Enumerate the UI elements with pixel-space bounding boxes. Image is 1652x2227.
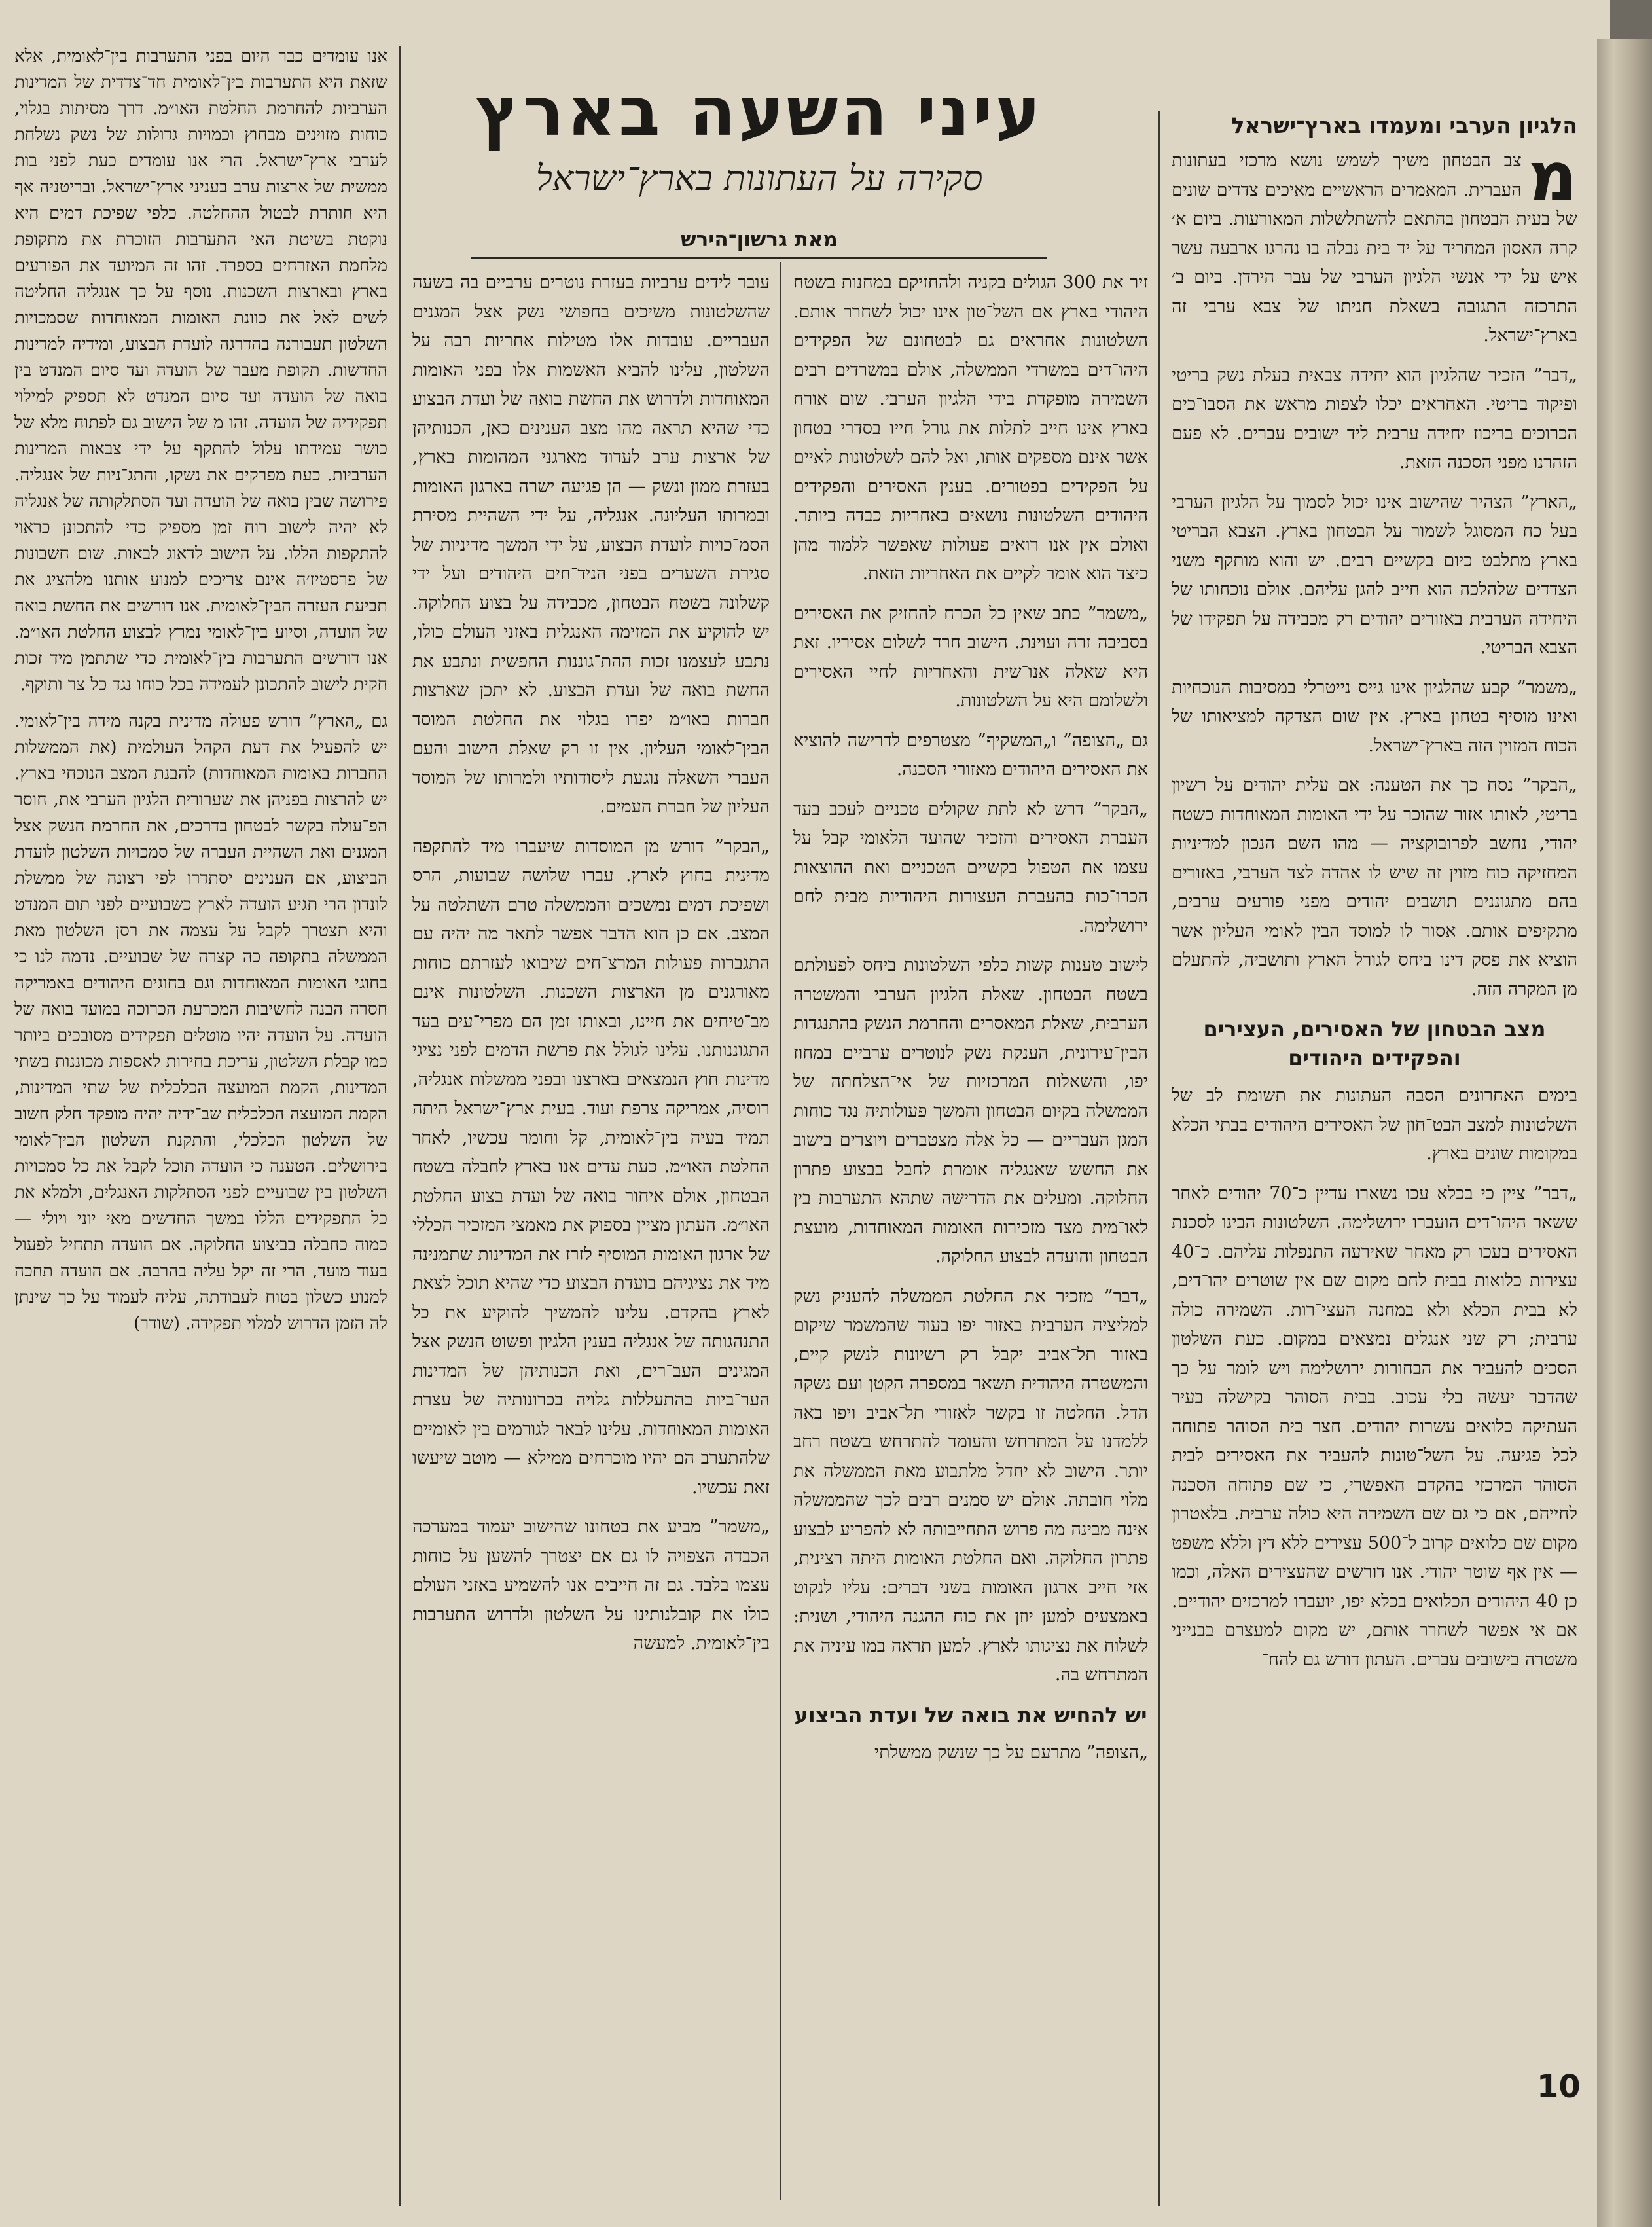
section-heading-legion: הלגיון הערבי ומעמדו בארץ־ישראל <box>1231 113 1577 138</box>
paragraph: „דבר” הזכיר שהלגיון הוא יחידה צבאית בעלת נשק בריטי ופיקוד בריטי. האחראים יכלו לצפות מראש את הסבו־כים הכרוכים בריכוז יחידה ערבית ליד ישובים עברים. לא פעם הזהרנו מפני הסכנה הזאת. <box>1172 365 1577 473</box>
paragraph: „הבקר” נסח כך את הטענה: אם עלית יהודים על רשיון בריטי, לאותו אזור שהוכר על ידי האומות המאוחדות כשטח יהודי, נחשב לפרובוקציה — מהו השם הנכון למדיניות המחזיקה כוח מזוין זה שיש לו אהדה לצד הערבי, באזורים בהם מתגוננים תושבים יהודים מפני פורעים ערבים, מתקיפים אותם. אסור לו למוסד הבין לאומי העליון אשר הוציא את פסק דינו ביחס לגורל הארץ ותושביה, להתעלם מן המקרה הזה. <box>1172 775 1577 1000</box>
paragraph: גם „הארץ” דורש פעולה מדינית בקנה מידה בין־לאומי. יש להפעיל את דעת הקהל העולמית (את הממשלות החברות באומות המאוחדות) להבנת המצב הנוכחי בארץ. יש להרצות בפניהן את שערורית הלגיון הערבי את, חוסר הפ־עולה בקשר לבטחון בדרכים, את החרמת הנשק אצל המגנים ואת השהיית העברה של סמכויות השלטון לועדת הביצוע, אם הענינים יסתדרו לפי רצונה של ממשלת לונדון הרי תגיע הועדה לארץ כשבועיים לפני תום המנדט והיא תצטרך לקבל על עצמה את רסן השלטון מאת הממשלה בתקופה כה קצרה של שבועיים. נדמה לנו כי בחוגי האומות המאוחדות וגם בחוגים היהודים באמריקה חסרה הבנה לחשיבות המכרעת הכרוכה במועד בואה של הועדה. על הועדה יהיו מוטלים תפקידים מסובכים ביותר כמו קבלת השלטון, עריכת בחירות לאספות מכוננות בשתי המדינות, הקמת המועצה הכלכלית של שתי המדינות, הקמת המועצה הכלכלית שב־ידיה יהיה מופקד חלק חשוב של השלטון הכלכלי, והתקנת השלטון הבין־לאומי בירושלים. הטענה כי הועדה תוכל לקבל את כל סמכויות השלטון בין שבועיים לפני הסתלקות האנגלים, ולמלא את כל התפקידים הללו במשך החדשים מאי יוני ויולי — כמוה כחבלה בביצוע החלוקה. אם הועדה תתחיל לפעול בעוד מועד, הרי זה יקל עליה בהרבה. אם הועדה תחכה למנוע כשלון בטוח לעבודתה, עליה לעמוד על כך שינתן לה הזמן הדרוש למלוי תפקידה. (שודר) <box>14 712 387 1333</box>
paragraph: „משמר” כתב שאין כל הכרח להחזיק את האסירים בסביבה זרה ועוינת. הישוב חרד לשלום אסיריו. זאת היא שאלה אנו־שית והאחריות לחיי האסירים ולשלומם היא על השלטונות. <box>793 603 1148 711</box>
drop-cap: מ <box>1528 137 1577 217</box>
page-number: 10 <box>1537 2069 1581 2105</box>
article-subtitle: סקירה על העתונות בארץ־ישראל <box>535 158 983 199</box>
paragraph: „הצופה” מתרעם על כך שנשק ממשלתי <box>874 1742 1148 1763</box>
paragraph: „משמר” קבע שהלגיון אינו גייס נייטרלי במסיבות הנוכחיות ואינו מוסיף בטחון בארץ. אין שום הצדקה למציאותו של הכוח המזוין הזה בארץ־ישראל. <box>1172 677 1577 756</box>
paragraph: צב הבטחון משיך לשמש נושא מרכזי בעתונות העברית. המאמרים הראשיים מאיכים צדדים שונים של בעית הבטחון בהתאם להשתלשלות המאורעות. ביום א׳ קרה האסון המחריד על יד בית נבלה בו נהרגו ארבעה עשר איש על ידי אנשי הלגיון הערבי של עבר הירדן. ביום ב׳ התרכזה התגובה בשאלת חניתו של צבא ערבי זה בארץ־ישראל. <box>1172 151 1577 346</box>
column-left <box>14 43 387 2203</box>
paragraph: „הבקר” דורש מן המוסדות שיעברו מיד להתקפה מדינית בחוץ לארץ. עברו שלושה שבועות, הרס ושפיכת דמים נמשכים והממשלה טרם השתלטה על המצב. אם כן הוא הדבר אפשר לתאר מה יהיה עם התגברות פעולות המרצ־חים שיבואו לעזרתם כוחות מאורגנים מן הארצות השכנות. השלטונות אינם מב־טיחים את חיינו, ובאותו זמן הם מפרי־עים בעד התגוננותנו. עלינו לגולל את פרשת הדמים לפני נציגי מדינות חוץ הנמצאים בארצנו ובפני ממשלות אנגליה, רוסיה, אמריקה צרפת ועוד. בעית ארץ־ישראל היתה תמיד בעיה בין־לאומית, קל וחומר עכשיו, לאחר החלטת האו״מ. כעת עדים אנו בארץ לחבלה בשטח הבטחון, אולם איחור בואה של ועדת בצוע החלטת האו״מ. העתון מציין בספוק את מאמצי המזכיר הכללי של ארגון האומות המוסיף לזרז את המדינות שתמנינה מיד את נציגיהם בועדת הבצוע כדי שהיא תוכל לצאת לארץ בהקדם. עלינו להמשיך להוקיע את כל התנהגותה של אנגליה בענין הלגיון ופשוט הנשק אצל המגינים העב־רים, ואת הכנותיהן של המדינות הער־ביות בהתעללות גלויה בכרונותיה של עצרת האומות המאוחדות. עלינו לבאר לגורמים בין לאומיים שלהתערב הם יהיו מוכרחים ממילא — מוטב שיעשו זאת עכשיו. <box>412 836 770 1498</box>
column-rule-right <box>1158 111 1160 2206</box>
section-heading-committee: יש להחיש את בואה של ועדת הביצוע <box>794 1702 1147 1728</box>
article-byline: מאת גרשון־הירש <box>681 228 838 251</box>
title-rule <box>471 257 1047 259</box>
article-title: עיני השעה בארץ <box>475 71 1043 151</box>
page-edges <box>1597 39 1652 2227</box>
paragraph: אנו עומדים כבר היום בפני התערבות בין־לאומית, אלא שזאת היא התערבות בין־לאומית חד־צדדית של המדינות הערביות להחרמת החלטת האו״מ. דרך מסיתות בגלוי, כוחות מזוינים מבחוץ וכמויות גדולות של נשק נשלחת לערבי ארץ־ישראל. הרי אנו עומדים כעת לפני בות ממשית של ארצות ערב בעניני ארץ־ישראל. ובריטניה אף היא חותרת לבטול ההחלטה. כלפי שפיכת דמים היא נוקטת בשיטת האי התערבות הזוכרת את מתקופת מלחמת האזרחים בספרד. זהו זה המיועד את הפורעים בארץ ובארצות השכנות. נוסף על כך אנגליה החליטה לשים לאל את כוונת האומות המאוחדות שסמכויות השלטון תעבורנה בהדרגה לועדת הבצוע, ומידיה למדינות החדשות. תקופת מעבר של הועדה ועד סיום המנדט בין בואה של הועדה ועד סיום המנדט לא תספיק למילוי תפקידיה של הועדה. זהו מ של הישוב גם לפתוח מלא של כושר עמידתו עלול להתקף על ידי צבאות המדינות הערביות. כעת מפרקים את נשקו, והתג־ניות של אנגליה. פירושה שבין בואה של הועדה ועד הסתלקותה של אנגליה לא יהיה לישוב רוח זמן מספיק כדי להתכונן כראוי להתקפות הללו. על הישוב לדאוג לבאות. שום חשבונות של פרסטיז׳ה אינם צריכים למנוע אותנו מלהציג את תביעת העזרה הבין־לאומית. אנו דורשים את החשת בואה של הועדה, וסיוע בין־לאומי נמרץ לבצוע החלטת האו״מ. אנו דורשים התערבות בין־לאומית כדי שתתמן מיד זכות חקית לישוב להתכונן לעמידה בכל כוחו נגד כל צר ותוקף. <box>14 46 387 695</box>
column-center-right <box>793 268 1148 2206</box>
paragraph: „דבר” ציין כי בכלא עכו נשארו עדיין כ־70 יהודים לאחר ששאר היהו־דים הועברו ירושלימה. השלטונות הבינו לסכנת האסירים בעכו רק מאחר שאירעה התנפלות עליהם. כ־40 עצירות כלואות בבית לחם מקום שם אין שוטרים יהו־דים, לא בבית הכלא ולא במחנה העצי־רות. השמירה כולה ערבית; רק שני אנגלים נמצאים במקום. כעת השלטון הסכים להעביר את הבחורות ירושלימה ויש לומר על כך שהדבר יעשה בלי עכוב. בבית הסוהר בקישלה בעיר העתיקה כלואים עשרות יהודים. חצר בית הסוהר פתוחה לכל פגיעה. על השל־טונות להעביר את האסירים לבית הסוהר המרכזי בהקדם האפשרי, כי שם פתוחה הסכנה לחייהם, אם כי גם שם השמירה היא כולה ערבית. בלאטרון מקום שם כלואים קרוב ל־500 עצירים ללא דין וללא משפט — אין אף שוטר יהודי. אנו דורשים שהעצירים האלה, וכמו כן 40 היהודים הכלואים בכלא יפו, יועברו למרכזים יהודיים. אם אי אפשר לשחרר אותם, יש מקום למעצרם בבנייני משטרה בישובים עברים. העתון דורש גם להח־ <box>1172 1183 1577 1670</box>
column-right <box>1172 111 1577 2186</box>
paragraph: „הבקר” דרש לא לתת שקולים טכניים לעכב בעד העברת האסירים והזכיר שהועד הלאומי קבל על עצמו את הטפול בקשיים הטכניים ואת ההוצאות הכרו־כות בהעברת העצורות היהודיות מבית לחם ירושלימה. <box>793 799 1148 936</box>
paragraph: בימים האחרונים הסבה העתונות את תשומת לב של השלטונות למצב הבט־חון של האסירים היהודים בבתי הכלא במקומות שונים בארץ. <box>1172 1085 1577 1164</box>
paragraph: עובר לידים ערביות בעזרת נוטרים ערביים בה בשעה שהשלטונות משיכים בחפושי נשק אצל המגנים העבריים. עובדות אלו מטילות אחריות רבה על השלטון, עלינו להביא האשמות אלו בפני האומות המאוחדות ולדרוש את החשת בואה של ועדת הבצוע כדי שהיא תראה מהו מצב הענינים כאן, הכנותיהן של ארצות ערב לעדוד מארגני המהומות בארץ, בעזרת ממון ונשק — הן פגיעה ישרה בארגון האומות ובמרותו העליונה. אנגליה, על ידי השהיית מסירת הסמ־כויות לועדת הבצוע, על ידי המשך מדיניות של סגירת השערים בפני הניד־חים היהודים ועל ידי קשלונה בשטח הבטחון, מכבידה על בצוע החלוקה. יש להוקיע את המזימה האנגלית באזני העולם כולו, נתבע לעצמנו זכות ההת־גוננות החפשית ונתבע את החשת בואה של ועדת הבצוע. לא יתכן שארצות חברות באו״מ יפרו בגלוי את החלטת המוסד הבין־לאומי העליון. אין זו רק שאלת הישוב והעם העברי השאלה נוגעת ליסודותיו ולמרותו של המוסד העליון של חברת העמים. <box>412 272 770 817</box>
column-center-left <box>412 268 770 2206</box>
paragraph: גם „הצופה” ו„המשקיף” מצטרפים לדרישה להוציא את האסירים היהודים מאזורי הסכנה. <box>793 730 1148 780</box>
column-rule-middle <box>780 262 781 2200</box>
paragraph: „הארץ” הצהיר שהישוב אינו יכול לסמוך על הלגיון הערבי בעל כח המסוגל לשמור על הבטחון בארץ. הצבא הבריטי בארץ מתלבט כיום בקשיים רבים. יש והוא מותקף משני הצדדים שלהלכה הוא חייב להגן עליהם. אולם נוכחותו של היחידה הערבית באזורים יהודים רק מכבידה על תפקידו של הצבא הבריטי. <box>1172 492 1577 658</box>
paragraph: לישוב טענות קשות כלפי השלטונות ביחס לפעולתם בשטח הבטחון. שאלת הלגיון הערבי והמשטרה הערבית, שאלת המאסרים והחרמת הנשק בהתנגדות הבין־עירונית, הענקת נשק לנוטרים ערביים במחוז יפו, והשאלות המרכזיות של אי־הצלחתה של הממשלה בקיום הבטחון והמשך פעולותיה נגד כוחות המגן העבריים — כל אלה מצטברים ויוצרים בישוב את החשש שאנגליה אומרת לחבל בבצוע פתרון החלוקה. ומעלים את הדרישה שתהא התערבות בין לאו־מית מצד מזכירות האומות המאוחדות, מועצת הבטחון והועדה לבצוע החלוקה. <box>793 955 1148 1267</box>
column-rule-left <box>399 46 401 2206</box>
section-heading-prisoners: מצב הבטחון של האסירים, העצירים והפקידים היהודים <box>1203 1017 1546 1070</box>
paragraph: „דבר” מזכיר את החלטת הממשלה להעניק נשק למליציה הערבית באזור יפו בעוד שהמשמר שיקום באזור תל־אביב יקבל רק רשיונות לנשק קיים, והמשטרה היהודית תשאר במספרה הקטן ועם נשקה הדל. החלטה זו בקשר לאזורי תל־אביב ויפו באה ללמדנו על המתרחש והעומד להתרחש בשטח רחב יותר. הישוב לא יחדל מלתבוע מאת הממשלה את מלוי חובתה. אולם יש סמנים רבים לכך שהממשלה אינה מבינה מה פרוש התחייבותה לא להפריע לבצוע פתרון החלוקה. ואם החלטת האומות היתה רצינית, אזי חייב ארגון האומות בשני דברים: עליו לנקוט באמצעים למען יוזן את כוח ההגנה היהודי, ושנית: לשלוח את נציגותו לארץ. למען תראה במו עיניה את המתרחש בה. <box>793 1286 1148 1685</box>
paragraph: זיר את 300 הגולים בקניה ולהחזיקם במחנות בשטח היהודי בארץ אם השל־טון אינו יכול לשחרר אותם. השלטונות אחראים גם לבטחונם של הפקידים היהו־דים במשרדי הממשלה, אולם במשרדים רבים השמירה מופקדת בידי הלגיון הערבי. שום אורח בארץ אינו חייב לתלות את גורל חייו בסדרי בטחון אשר אינם מספקים אותו, ואל להם לשלטונות לאיים על הפקידים בפטורים. בענין האסירים והפקידים היהודים השלטונות נושאים באחריות כבדה ביותר. ואולם אין אנו רואים פעולות שאפשר ללמוד מהן כיצד הוא אומר לקיים את האחריות הזאת. <box>793 272 1148 584</box>
paragraph: „משמר” מביע את בטחונו שהישוב יעמוד במערכה הכבדה הצפויה לו גם אם יצטרך להשען על כוחות עצמו בלבד. גם זה חייבים אנו להשמיע באזני העולם כולו את קובלנותינו על השלטון ולדרוש התערבות בין־לאומית. למעשה <box>412 1517 770 1654</box>
